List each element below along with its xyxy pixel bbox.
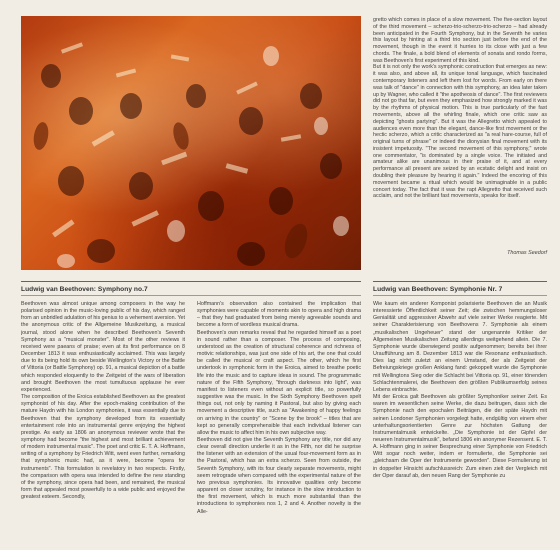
heading-underline-right [373,295,547,296]
german-column-text: Wie kaum ein anderer Komponist polarisierte Beethoven die an Musik interessierte Öffentlichkeit seiner Zeit; die zwischen hemmungsloser Genialität und aggressiver Abwehr auf viele seiner Werke reagierte. Mit seiner Charakterisierung von Beethovens 7. Symphonie als einem „musikalischen Ungeheuer" stand der ungenannte Kritiker der Allgemeinen Musikalischen Zeitung allerdings weitgehend allein. Die 7. Symphonie wurde überwiegend positiv aufgenommen; bereits bei ihrer Uraufführung am 8. Dezember 1813 war die Resonanz enthusiastisch. Dies lag nicht zuletzt an einem Umstand, der als Zeitgeist der Befreiungskriege großen Anklang fand: gekoppelt wurde die Symphonie mit Wellingtons Sieg oder die Schlacht bei Vittoria op. 91, einer tönenden Schlachtenmalerei, die Beethoven den größten Publikumserfolg seines Lebens einbrachte. Mit der Eroica galt Beethoven als größter Symphoniker seiner Zeit. Es waren im wesentlichen seine Werke, die dazu beitrugen, dass sich die Symphonie nach den epochalen Beiträgen, die der späte Haydn mit seinen Londoner Symphonien vorgelegt hatte, endgültig von einem eher unterhaltungsorientierten Genre zur höchsten Gattung der Instrumentalmusik entwickelte. „Die Symphonie ist der Gipfel der neueren Instrumentalmusik", befand 1806 ein anonymer Rezensent. E. T. A. Hoffmann ging in seiner Besprechung einer Symphonie von Friedrich Witt sogar noch weiter, indem er formulierte, die Symphonie sei „gleichsam die Oper der Instrumente geworden". Diese Formulierung ist in doppelter Hinsicht aufschlussreich: Zum einen zielt der Vergleich mit der Oper darauf ab, den neuen Rang der Symphonie zu [373,301,547,479]
german-section-heading: Ludwig van Beethoven: Symphonie Nr. 7 [373,286,503,293]
orchestra-illustration [21,16,361,270]
orchestra-photo [21,16,361,270]
heading-underline-left [21,295,361,296]
english-section-heading: Ludwig van Beethoven: Symphony no.7 [21,286,148,293]
top-right-text: gretto which comes in place of a slow movement. The five-section layout of the third movement – scherzo-trio-scherzo-trio-scherzo – had already been anticipated in the Fourth Symphony, but in the Seventh he varies this layout by hinting at a third trio section just before the end of the movement, though in the event it hurries to its close with just a few chords. The finale, a bold blend of elements of sonata and rondo forms, was Beethoven's first experiment of this kind. But it is not only the work's symphonic construction that emerges as new: it was also, and above all, its unique tonal language, which fascinated contemporary listeners and left them lost for words. From early on there was talk of "dance" in connection with this symphony, an idea later taken up by Wagner, who called it "the apotheosis of dance". The first reviewers did not go that far, but even they emphasized how strongly marked it was by the rhythms of physical motion. This is true particularly of the fast movements, above all the whirling finale, which one critic saw as depicting "ghosts partying". But it was the Allegretto which appealed to audiences even more than the elegant, dance-like first movement or the hectic scherzo, which a critic characterized as "a real hare-course, full of original turns of phrase" or indeed the dionysian final movement with its insistent impetuosity. "The second movement of this symphony," wrote one commentator, "is dominated by a single voice. The initiated and amateur alike are unanimous in their praise of it, and at every performance all present are seized by an ecstatic delight and insist on doubling their pleasure by hearing it again." Indeed the encoring of this movement became a ritual which would be unimaginable in a public concert today. The fact that it was the rapt Allegretto that received such acclaim, and not the brilliant fast movements, speaks for itself. [373,17,547,200]
english-column-2 [197,301,361,545]
english-column-2-text: Hoffmann's observation also contained the implication that symphonies were capable of moments akin to opera and high drama – that they had graduated from being merely agreeable sounds and become a form of wordless musical drama. Beethoven's own remarks reveal that he regarded himself as a poet in sound rather than a composer. The process of composing, understood as the creation of structural coherence and richness of motivic relationships, was just one side of his art, the one that could be called the musical or craft aspect. The other, which he first undertook in symphonic form in the Eroica, aimed to breathe poetic life into the music and to capture ideas in sound. The programmatic nature of the Fifth Symphony, "through darkness into light", was manifest to listeners even without an explicit title, so powerfully suggestive was the music. In the Sixth Symphony Beethoven spelt things out, not only by naming it Pastoral, but also by giving each movement a descriptive title, such as "Awakening of happy feelings on arriving in the country" or "Scene by the brook" – titles that are kept so generally comprehensible that each individual listener can allow the music to affect him in his own subjective way. Beethoven did not give the Seventh Symphony any title, nor did any clear overall direction underlie it as in the Fifth, nor did he surprise the listener with an extension of the usual four-movement form as in the Pastoral, which has an extra scherzo. Seen from outside, the Seventh Symphony, with its four clearly separate movements, might seem retrograde when compared with the experimental nature of the two previous symphonies. Its innovative qualities only become apparent on closer scrutiny, for instance in the slow introduction to the first movement, which is much more substantial than the introductions to symphonies nos 1, 2 and 4. Another novelty is the Alle- [197,301,361,515]
section-rule-left [21,281,361,282]
english-column-1 [21,301,185,545]
top-right-text-column [373,17,547,267]
section-rule-right [373,281,547,282]
german-column [373,301,547,545]
english-column-1-text: Beethoven was almost unique among composers in the way he polarised opinion in the music-loving public of his day, which ranged from an unbridled adulation of his genius to a vehement aversion. Yet the anonymous critic of the Allgemeine Musikzeitung, a musical journal, stood alone when he described Beethoven's Seventh Symphony as a "musical monster". Most of the other reviews it received were paeans of praise; even at its first performance on 8 December 1813 it was enthusiastically acclaimed. This was largely due to its being hold its own beside Wellington's Victory or the Battle of Vittoria (or Battle Symphony) op. 91, a musical depiction of a battle which responded eloquently to the Zeitgeist of the wars of liberation and brought Beethoven the most tumultuous applause he ever experienced. The composition of the Eroica established Beethoven as the greatest symphonist of his day. After the epoch-making contribution of the mature Haydn with his London symphonies, it was essentially due to Beethoven that the symphony developed from its essentially entertainment role into an instrumental genre enjoying the highest prestige. As early as 1806 an anonymous reviewer wrote that the symphony had become "the highest and most brilliant achievement of modern instrumental music". The poet and critic E. T. A. Hoffmann, writing of a symphony by Friedrich Witt, went even further, remarking that symphonic music had, as it were, become "opera for instruments". This formulation is revelatory in two respects. Firstly, the comparison with opera was intended to define the new standing of the symphony, since opera had been, and remained, the musical form that appealed most powerfully to a wide public and enjoyed the greatest esteem. Secondly, [21,301,185,501]
author-signature: Thomas Seedorf [507,250,547,256]
